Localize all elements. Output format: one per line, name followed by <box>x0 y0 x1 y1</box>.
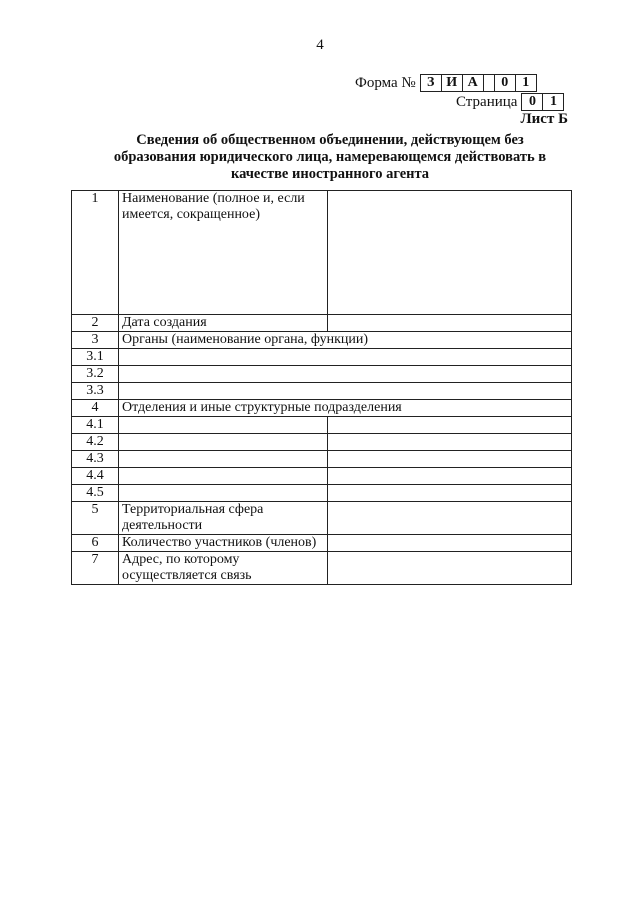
row-number: 4.2 <box>72 434 119 451</box>
row-label: Адрес, по которому осуществляется связь <box>119 552 328 585</box>
table-row <box>72 552 572 585</box>
form-code-box[interactable]: З <box>427 75 435 90</box>
table-row <box>72 400 572 417</box>
table-row <box>72 332 572 349</box>
page-field-label: Страница <box>456 93 518 110</box>
value-cell[interactable] <box>119 417 328 434</box>
table-row <box>72 191 572 315</box>
value-cell[interactable] <box>119 383 572 400</box>
value-cell[interactable] <box>119 366 572 383</box>
row-label: Дата создания <box>119 315 328 332</box>
row-number: 5 <box>72 502 119 535</box>
row-number: 3.1 <box>72 349 119 366</box>
table-row <box>72 451 572 468</box>
sheet-label: Лист Б <box>520 111 568 127</box>
form-number <box>355 74 537 92</box>
value-cell[interactable] <box>328 417 572 434</box>
row-label: Отделения и иные структурные подразделения <box>119 400 572 417</box>
row-label: Территориальная сфера деятельности <box>119 502 328 535</box>
value-cell[interactable] <box>328 315 572 332</box>
table-row <box>72 417 572 434</box>
form-code-box <box>483 75 494 91</box>
row-number: 3.2 <box>72 366 119 383</box>
table-row <box>72 349 572 366</box>
row-number: 6 <box>72 535 119 552</box>
form-number-label: Форма № <box>355 74 416 91</box>
page-field <box>456 93 564 111</box>
value-cell[interactable] <box>328 485 572 502</box>
value-cell[interactable] <box>328 502 572 535</box>
row-number: 3.3 <box>72 383 119 400</box>
row-number: 7 <box>72 552 119 585</box>
table-row <box>72 434 572 451</box>
form-code-box[interactable]: 1 <box>515 75 536 91</box>
page-digit-box[interactable]: 0 <box>528 94 536 109</box>
value-cell[interactable] <box>328 552 572 585</box>
value-cell[interactable] <box>328 468 572 485</box>
row-number: 4.3 <box>72 451 119 468</box>
row-number: 4 <box>72 400 119 417</box>
row-label: Органы (наименование органа, функции) <box>119 332 572 349</box>
form-code-box[interactable]: И <box>441 75 462 91</box>
value-cell[interactable] <box>328 451 572 468</box>
row-number: 4.1 <box>72 417 119 434</box>
table-row <box>72 535 572 552</box>
table-row <box>72 315 572 332</box>
value-cell[interactable] <box>119 434 328 451</box>
form-code-boxes <box>420 74 537 92</box>
value-cell[interactable] <box>119 451 328 468</box>
page-digit-boxes <box>521 93 564 111</box>
row-number: 2 <box>72 315 119 332</box>
table-row <box>72 468 572 485</box>
table-row <box>72 502 572 535</box>
row-number: 3 <box>72 332 119 349</box>
form-code-box[interactable]: 0 <box>494 75 515 91</box>
info-table <box>71 190 572 585</box>
document-title: Сведения об общественном объединении, действующем без образования юридического лица, намеревающемся действовать в качестве иностранного агента <box>113 132 547 182</box>
value-cell[interactable] <box>328 535 572 552</box>
value-cell[interactable] <box>119 349 572 366</box>
row-number: 1 <box>72 191 119 315</box>
table-row <box>72 366 572 383</box>
page-number: 4 <box>316 37 324 53</box>
row-label: Количество участников (членов) <box>119 535 328 552</box>
row-label: Наименование (полное и, если имеется, сокращенное) <box>119 191 328 315</box>
table-row <box>72 383 572 400</box>
value-cell[interactable] <box>328 434 572 451</box>
page-digit-box[interactable]: 1 <box>542 94 563 110</box>
form-code-box[interactable]: А <box>462 75 483 91</box>
value-cell[interactable] <box>119 485 328 502</box>
value-cell[interactable] <box>328 191 572 315</box>
value-cell[interactable] <box>119 468 328 485</box>
row-number: 4.4 <box>72 468 119 485</box>
table-row <box>72 485 572 502</box>
row-number: 4.5 <box>72 485 119 502</box>
